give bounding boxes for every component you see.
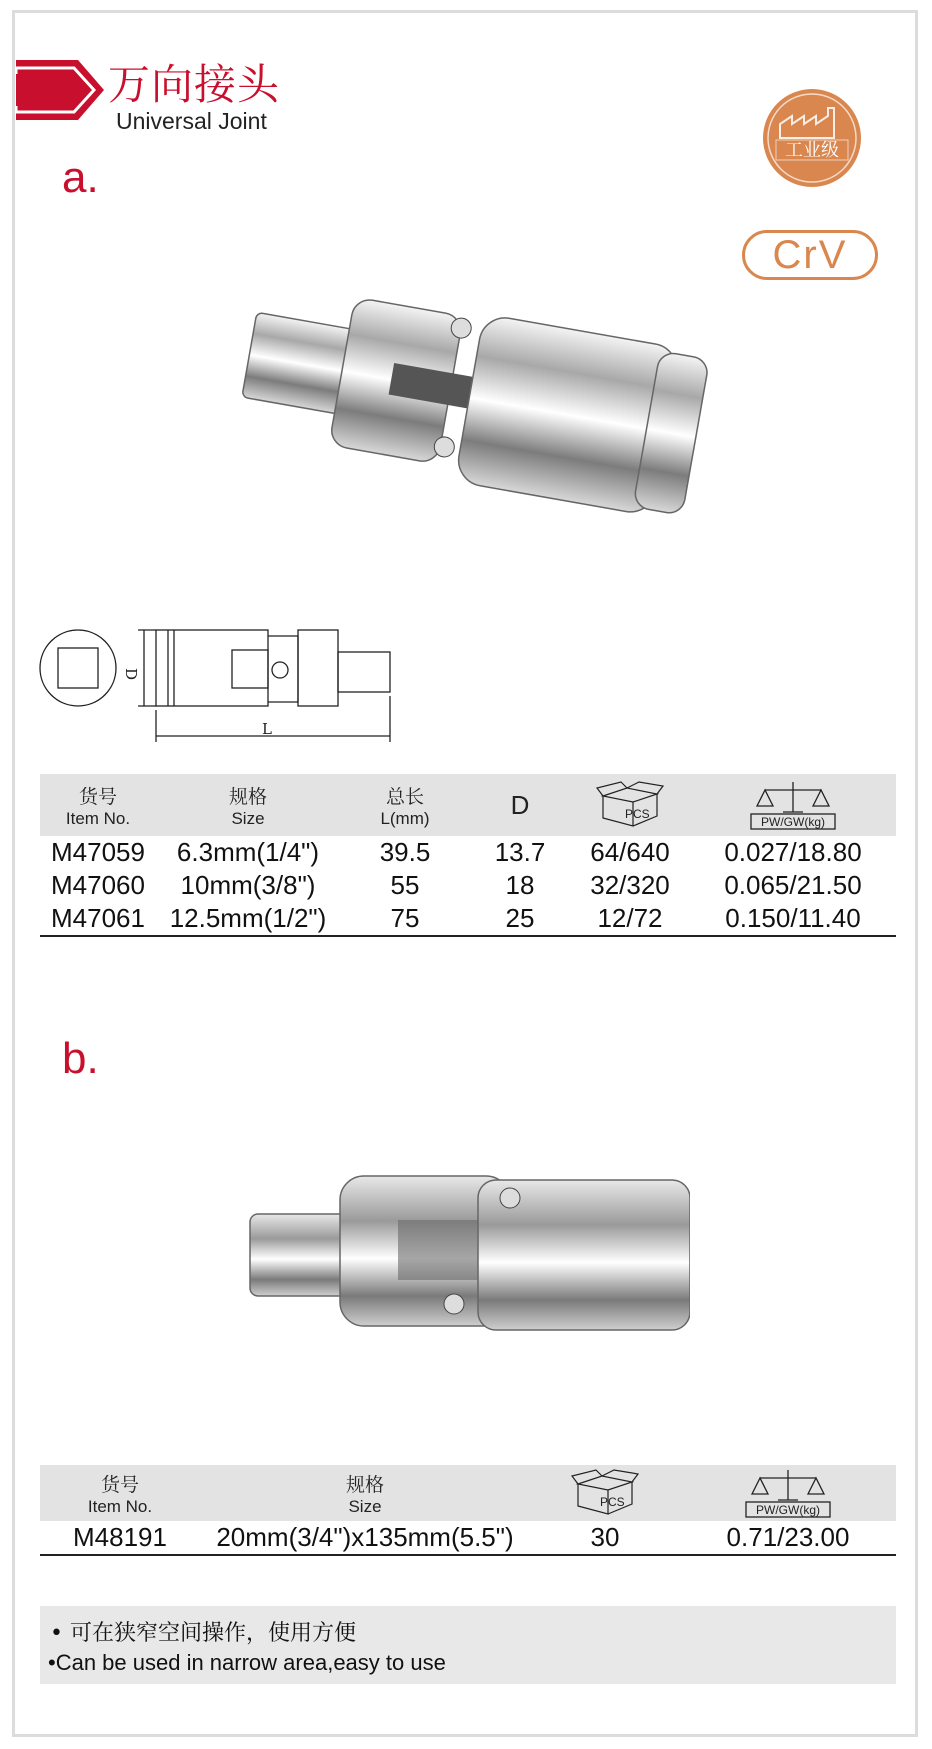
table-cell: 6.3mm(1/4") [176, 837, 320, 867]
table-cell: 0.065/21.50 [724, 870, 862, 900]
diagram-d-label: D [122, 668, 140, 681]
diagram-l-label: L [262, 720, 272, 738]
table-row [40, 836, 896, 869]
col-item-no: 货号 Item No. [87, 1473, 153, 1516]
universal-joint-photo-a [236, 292, 720, 542]
balance-scale-icon [745, 780, 841, 830]
table-cell: 12.5mm(1/2") [156, 902, 340, 936]
col-d: D [510, 789, 530, 820]
table-cell: 10mm(3/8") [180, 870, 316, 900]
table-cell: 0.027/18.80 [724, 837, 862, 867]
col-length: 总长 L(mm) [380, 785, 430, 828]
table-cell: 13.7 [494, 837, 546, 867]
table-cell: 18 [505, 870, 535, 900]
table-cell: 39.5 [379, 837, 431, 867]
table-cell: M47060 [51, 870, 145, 900]
col-item-no: 货号 Item No. [65, 785, 131, 828]
table-cell: M47061 [40, 902, 156, 936]
table-header-row [40, 774, 896, 836]
spec-table-b [40, 1465, 896, 1556]
col-weight [690, 774, 896, 836]
red-arrow-icon [16, 58, 106, 122]
svg-text:PW/GW(kg): PW/GW(kg) [756, 1503, 820, 1517]
table-cell: 75 [340, 902, 470, 936]
industrial-grade-badge [762, 88, 862, 188]
col-size: 规格 Size [345, 1473, 384, 1516]
col-pcs [570, 774, 690, 836]
note-en: •Can be used in narrow area,easy to use [48, 1650, 446, 1675]
material-badge: CrV [742, 230, 878, 280]
table-cell: M48191 [40, 1521, 200, 1555]
page-title-en: Universal Joint [116, 108, 267, 134]
table-cell: 0.150/11.40 [690, 902, 896, 936]
technical-drawing [36, 624, 392, 744]
badge-text: 工业级 [785, 140, 839, 161]
section-a-label: a. [62, 153, 99, 202]
table-row [40, 869, 896, 902]
table-row [40, 1521, 896, 1555]
carton-box-icon [595, 780, 665, 830]
table-row [40, 902, 896, 936]
spec-table-a [40, 774, 896, 937]
table-cell: 30 [530, 1521, 680, 1555]
page-title-cn: 万向接头 [108, 60, 281, 109]
table-cell: 20mm(3/4")x135mm(5.5") [200, 1521, 530, 1555]
feature-notes [40, 1606, 896, 1684]
col-weight [680, 1465, 896, 1521]
svg-text:PCS: PCS [600, 1495, 625, 1509]
table-cell: 55 [390, 870, 420, 900]
table-cell: 0.71/23.00 [680, 1521, 896, 1555]
col-size: 规格 Size [228, 785, 267, 828]
table-header-row [40, 1465, 896, 1521]
section-b-label: b. [62, 1034, 99, 1083]
table-cell: 25 [470, 902, 570, 936]
table-cell: M47059 [51, 837, 145, 867]
balance-scale-icon [740, 1468, 836, 1518]
table-cell: 32/320 [590, 870, 670, 900]
table-cell: 12/72 [570, 902, 690, 936]
carton-box-icon [570, 1468, 640, 1518]
svg-text:PW/GW(kg): PW/GW(kg) [761, 815, 825, 829]
table-cell: 64/640 [590, 837, 670, 867]
universal-joint-photo-b [248, 1170, 690, 1336]
note-cn: • 可在狭窄空间操作，使用方便 [50, 1621, 356, 1646]
svg-text:PCS: PCS [625, 807, 650, 821]
col-pcs [530, 1465, 680, 1521]
